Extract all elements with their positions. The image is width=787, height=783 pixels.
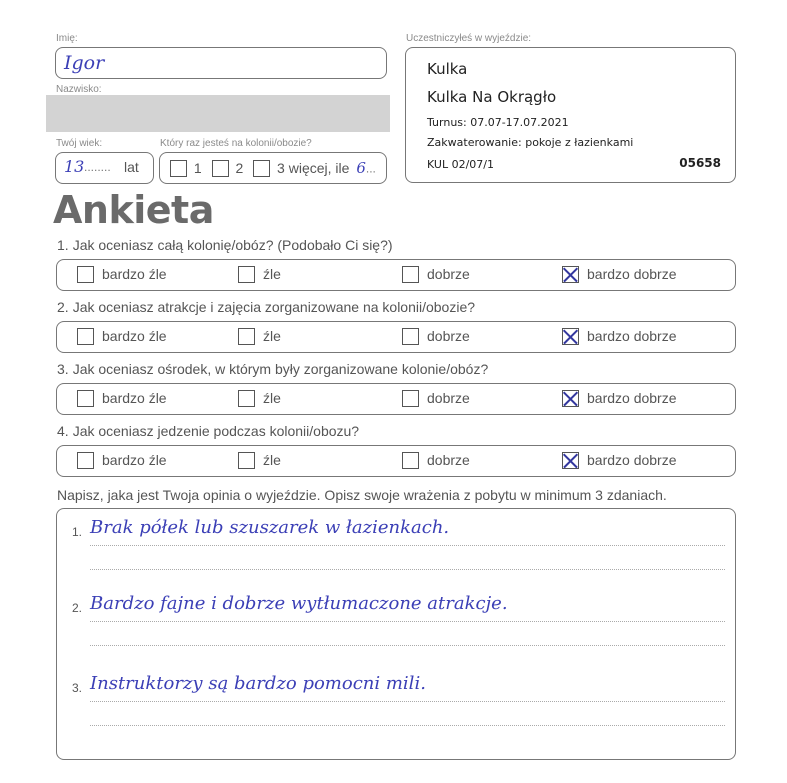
rating-option[interactable] xyxy=(77,451,167,469)
answer-text: Brak półek lub szuszarek w łazienkach. xyxy=(90,517,450,538)
question-label: Jak oceniasz jedzenie podczas kolonii/obozu? xyxy=(72,423,360,439)
rating-checkbox[interactable] xyxy=(77,328,94,345)
rating-label: bardzo dobrze xyxy=(587,266,677,283)
answer-dotted-line xyxy=(90,569,725,570)
answer-text: Instruktorzy są bardzo pomocni mili. xyxy=(90,673,426,694)
trip-accommodation: Zakwaterowanie: pokoje z łazienkami xyxy=(427,136,634,149)
age-label: Twój wiek: xyxy=(56,138,103,149)
rating-checkbox[interactable] xyxy=(238,390,255,407)
rating-option[interactable] xyxy=(402,265,470,283)
rating-label: dobrze xyxy=(427,266,470,283)
rating-label: bardzo dobrze xyxy=(587,452,677,469)
rating-option[interactable] xyxy=(77,327,167,345)
rating-checkbox[interactable] xyxy=(238,266,255,283)
trip-code: KUL 02/07/1 xyxy=(427,158,494,171)
question-1-text xyxy=(57,237,393,253)
surname-redaction xyxy=(46,95,390,132)
rating-checkbox[interactable] xyxy=(402,452,419,469)
times-checkbox-2[interactable] xyxy=(212,160,229,177)
question-number: 3. xyxy=(57,361,69,377)
question-4-text xyxy=(57,423,359,439)
times-value: 6 xyxy=(356,159,366,178)
times-label: Który raz jesteś na kolonii/obozie? xyxy=(160,138,312,149)
rating-label: bardzo dobrze xyxy=(587,390,677,407)
rating-checkbox[interactable] xyxy=(238,328,255,345)
question-number: 4. xyxy=(57,423,69,439)
answer-dotted-line xyxy=(90,701,725,702)
question-3-text xyxy=(57,361,488,377)
rating-option[interactable] xyxy=(402,451,470,469)
name-value: Igor xyxy=(64,52,105,74)
rating-label: dobrze xyxy=(427,390,470,407)
answer-number: 2. xyxy=(72,601,83,615)
question-3-options xyxy=(56,383,736,415)
rating-label: źle xyxy=(263,328,281,345)
trip-name: Kulka xyxy=(427,60,468,78)
rating-checkbox[interactable] xyxy=(77,266,94,283)
surname-label: Nazwisko: xyxy=(56,84,102,95)
rating-checkbox[interactable] xyxy=(402,328,419,345)
trip-turnus: Turnus: 07.07-17.07.2021 xyxy=(427,116,569,129)
answer-dotted-line xyxy=(90,545,725,546)
question-number: 1. xyxy=(57,237,69,253)
question-number: 2. xyxy=(57,299,69,315)
rating-option[interactable] xyxy=(77,265,167,283)
rating-label: źle xyxy=(263,390,281,407)
rating-option[interactable] xyxy=(562,327,677,345)
trip-number: 05658 xyxy=(679,156,721,170)
rating-label: bardzo źle xyxy=(102,390,167,407)
survey-title: Ankieta xyxy=(53,188,214,232)
rating-label: bardzo źle xyxy=(102,328,167,345)
rating-option[interactable] xyxy=(402,389,470,407)
rating-option[interactable] xyxy=(238,327,281,345)
times-option-1: 1 xyxy=(193,160,202,177)
age-field[interactable] xyxy=(55,152,154,184)
rating-option[interactable] xyxy=(238,389,281,407)
answer-number: 3. xyxy=(72,681,83,695)
question-4-options xyxy=(56,445,736,477)
rating-option[interactable] xyxy=(238,451,281,469)
question-1-options xyxy=(56,259,736,291)
rating-label: źle xyxy=(263,452,281,469)
rating-checkbox[interactable] xyxy=(238,452,255,469)
rating-checkbox[interactable] xyxy=(402,266,419,283)
age-value: 13 xyxy=(64,157,85,176)
answer-text: Bardzo fajne i dobrze wytłumaczone atrakcje. xyxy=(90,593,508,614)
rating-option[interactable] xyxy=(77,389,167,407)
rating-option[interactable] xyxy=(562,451,677,469)
rating-checkbox[interactable] xyxy=(562,452,579,469)
times-field[interactable] xyxy=(159,152,387,184)
name-field[interactable] xyxy=(55,47,387,79)
question-2-text xyxy=(57,299,475,315)
rating-label: dobrze xyxy=(427,328,470,345)
name-label: Imię: xyxy=(56,33,78,44)
answer-dotted-line xyxy=(90,725,725,726)
rating-label: źle xyxy=(263,266,281,283)
rating-label: dobrze xyxy=(427,452,470,469)
rating-label: bardzo dobrze xyxy=(587,328,677,345)
rating-checkbox[interactable] xyxy=(402,390,419,407)
question-label: Jak oceniasz całą kolonię/obóz? (Podobało Ci się?) xyxy=(72,237,393,253)
times-option-2: 2 xyxy=(235,160,244,177)
age-dots: ........ xyxy=(84,160,111,174)
trip-label: Uczestniczyłeś w wyjeździe: xyxy=(406,33,532,44)
question-label: Jak oceniasz ośrodek, w którym były zorganizowane kolonie/obóz? xyxy=(72,361,489,377)
rating-option[interactable] xyxy=(562,389,677,407)
rating-checkbox[interactable] xyxy=(562,328,579,345)
question-2-options xyxy=(56,321,736,353)
trip-full-name: Kulka Na Okrągło xyxy=(427,88,557,106)
rating-label: bardzo źle xyxy=(102,452,167,469)
times-dots: ... xyxy=(365,161,376,176)
opinion-prompt: Napisz, jaka jest Twoja opinia o wyjeździe. Opisz swoje wrażenia z pobytu w minimum 3 zdaniach. xyxy=(57,487,667,503)
times-checkbox-1[interactable] xyxy=(170,160,187,177)
age-unit: lat xyxy=(124,159,139,175)
rating-checkbox[interactable] xyxy=(562,266,579,283)
rating-checkbox[interactable] xyxy=(562,390,579,407)
times-option-3: 3 więcej, ile xyxy=(277,160,350,177)
rating-label: bardzo źle xyxy=(102,266,167,283)
rating-option[interactable] xyxy=(238,265,281,283)
rating-option[interactable] xyxy=(562,265,677,283)
rating-checkbox[interactable] xyxy=(77,390,94,407)
question-label: Jak oceniasz atrakcje i zajęcia zorganizowane na kolonii/obozie? xyxy=(72,299,476,315)
times-checkbox-3[interactable] xyxy=(253,160,270,177)
answer-dotted-line xyxy=(90,621,725,622)
rating-checkbox[interactable] xyxy=(77,452,94,469)
trip-info-box xyxy=(405,47,736,183)
rating-option[interactable] xyxy=(402,327,470,345)
answer-number: 1. xyxy=(72,525,83,539)
answer-dotted-line xyxy=(90,645,725,646)
